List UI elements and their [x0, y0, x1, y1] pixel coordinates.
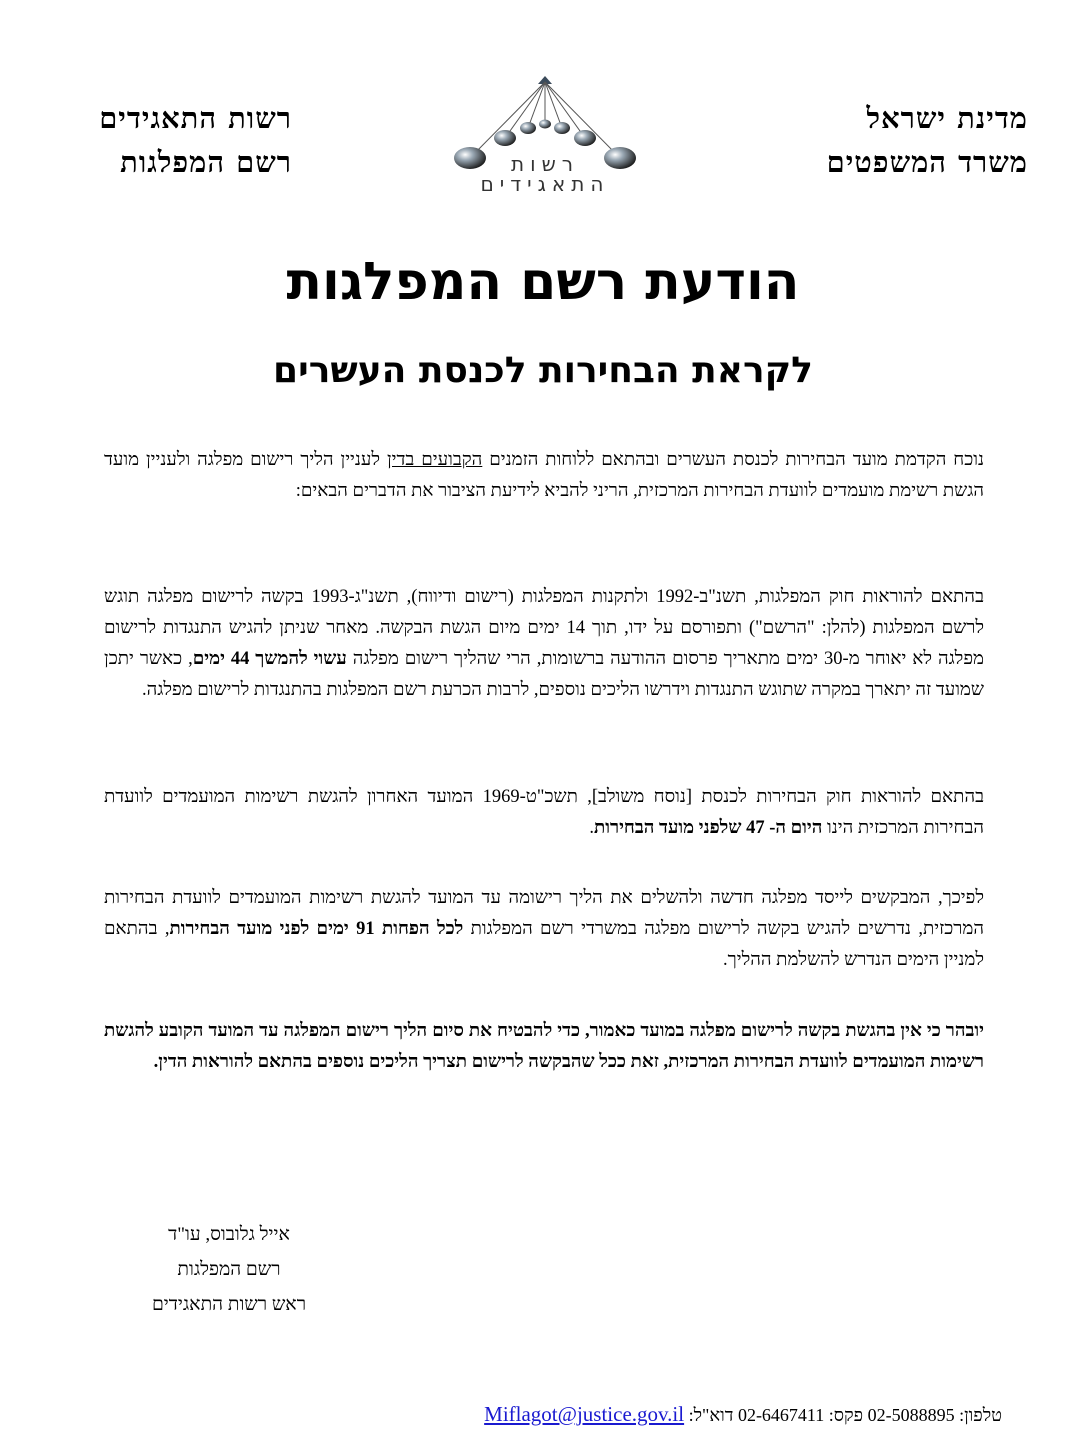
- lists-text-a: בהתאם להוראות חוק הבחירות לכנסת [נוסח משולב], תשכ"ט-1969 המועד האחרון להגשת רשימות המועמדים לוועדת הבחירות המרכזית הינו: [104, 787, 984, 838]
- lists-text-b: .: [589, 818, 594, 838]
- contact-footer: [484, 1402, 1002, 1427]
- deadline-text-a: לפיכך, המבקשים לייסד מפלגה חדשה ולהשלים את הליך רישומה עד המועד להגשת רשימות המועמדים לוועדת הבחירות המרכזית, נדרשים להגיש בקשה לרישום מפלגה במשרדי רשם המפלגות: [104, 888, 984, 939]
- header-ministry-name: משרד המשפטים: [826, 145, 1028, 179]
- authority-header: [72, 96, 292, 184]
- logo-text-line2: התאגידים: [480, 172, 610, 196]
- registration-text-b: , כאשר יתכן שמועד זה יתארך במקרה שתוגש התנגדות וידרשו הליכים נוספים, לרבות הכרעת רשם המפלגות בהתנגדות לרישום מפלגה.: [104, 649, 984, 700]
- signature-name: אייל גלובוס, עו"ד: [168, 1224, 290, 1245]
- intro-text-a: נוכח הקדמת מועד הבחירות לכנסת העשרים ובהתאם ללוחות הזמנים: [482, 450, 984, 470]
- contact-details: טלפון: 02-5088895 פקס: 02-6467411 דוא"ל:: [684, 1405, 1002, 1425]
- header-state-name: מדינת ישראל: [866, 101, 1028, 135]
- intro-underlined: הקבועים בדין: [386, 450, 483, 470]
- paragraph-deadline: [104, 883, 984, 976]
- email-link[interactable]: Miflagot@justice.gov.il: [484, 1402, 685, 1426]
- paragraph-clarification: יובהר כי אין בהגשת בקשה לרישום מפלגה במועד כאמור, כדי להבטיח את סיום הליך רישום המפלגה עד המועד הקובע להגשת רשימות המועמדים לוועדת הבחירות המרכזית, זאת ככל שהבקשה לרישום תצריך הליכים נוספים בהתאם להוראות הדין.: [104, 1021, 984, 1072]
- page-title: הודעת רשם המפלגות: [286, 252, 800, 312]
- registration-text-a: בהתאם להוראות חוק המפלגות, תשנ"ב-1992 ולתקנות המפלגות (רישום ודיווח), תשנ"ג-1993 בקשה לרישום מפלגה תוגש לרשם המפלגות (להלן: "הרשם") ותפורסם על ידו, תוך 14 ימים מיום הגשת הבקשה. מאחר שניתן להגיש התנגדות לרישום מפלגה לא יאוחר מ-30 ימים מתאריך פרסום ההודעה ברשומות, הרי שהליך רישום מפלגה: [104, 587, 984, 669]
- page-subtitle: לקראת הבחירות לכנסת העשרים: [273, 350, 813, 391]
- ministry-header: [827, 96, 1028, 184]
- logo-text-line1: רשות: [510, 152, 580, 176]
- signature-role-head: ראש רשות התאגידים: [151, 1294, 307, 1315]
- signature-block: [134, 1217, 324, 1322]
- registration-bold: עשוי להמשך 44 ימים: [192, 649, 347, 669]
- paragraph-candidate-lists: [104, 782, 984, 844]
- intro-text-b: לעניין הליך רישום מפלגה ולעניין מועד הגשת רשימת מועמדים לוועדת הבחירות המרכזית, הריני להביא לידיעת הציבור את הדברים הבאים:: [104, 450, 984, 501]
- deadline-bold: לכל הפחות 91 ימים לפני מועד הבחירות: [169, 919, 464, 939]
- deadline-text-b: , בהתאם למניין הימים הנדרש להשלמת ההליך.: [104, 919, 984, 970]
- paragraph-intro: [104, 445, 984, 507]
- header-registrar-name: רשם המפלגות: [120, 145, 292, 179]
- header-authority-name: רשות התאגידים: [99, 101, 292, 135]
- lists-bold: היום ה- 47 שלפני מועד הבחירות: [593, 818, 823, 838]
- signature-role-registrar: רשם המפלגות: [177, 1259, 281, 1280]
- paragraph-party-registration: [104, 582, 984, 706]
